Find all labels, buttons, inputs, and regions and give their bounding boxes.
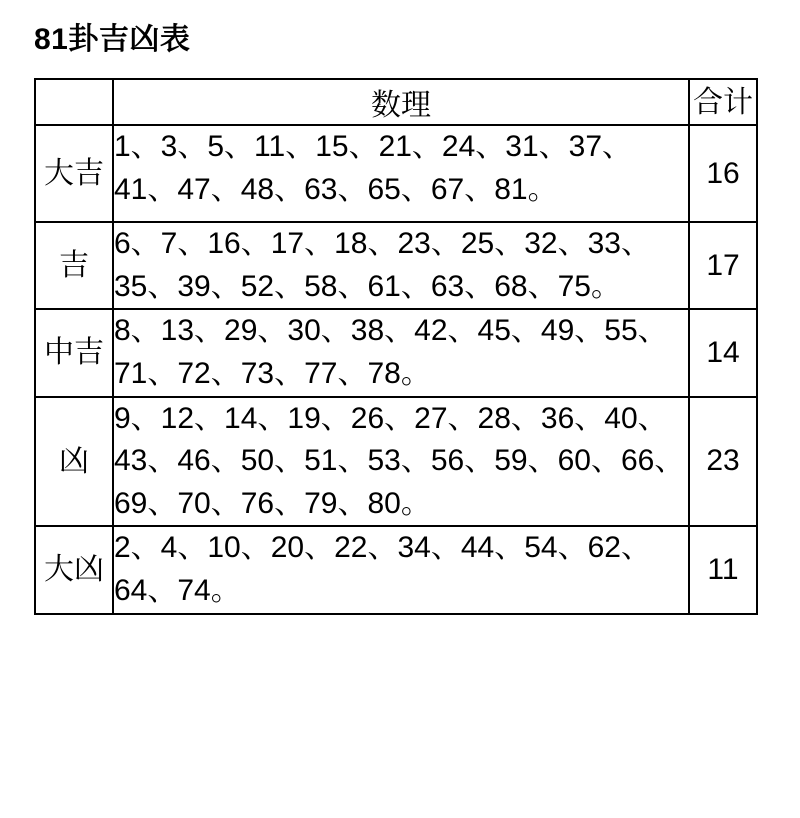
- row-numbers: 1、3、5、11、15、21、24、31、37、41、47、48、63、65、67、81。: [113, 125, 689, 222]
- row-numbers: 2、4、10、20、22、34、44、54、62、64、74。: [113, 526, 689, 613]
- row-category-label: 中吉: [35, 309, 113, 396]
- row-numbers: 6、7、16、17、18、23、25、32、33、35、39、52、58、61、63、68、75。: [113, 222, 689, 309]
- table-row: [35, 309, 757, 396]
- table-row: [35, 526, 757, 613]
- header-numbers: 数理: [113, 79, 689, 125]
- table-row: [35, 397, 757, 527]
- row-total: 11: [689, 526, 757, 613]
- header-total: 合计: [689, 79, 757, 125]
- fortune-table: [34, 78, 758, 615]
- table-row: [35, 125, 757, 222]
- row-category-label: 吉: [35, 222, 113, 309]
- row-total: 23: [689, 397, 757, 527]
- row-category-label: 大凶: [35, 526, 113, 613]
- row-total: 16: [689, 125, 757, 222]
- row-category-label: 凶: [35, 397, 113, 527]
- header-category: [35, 79, 113, 125]
- row-total: 17: [689, 222, 757, 309]
- row-numbers: 8、13、29、30、38、42、45、49、55、71、72、73、77、78。: [113, 309, 689, 396]
- row-category-label: 大吉: [35, 125, 113, 222]
- page-title: 81卦吉凶表: [34, 23, 191, 56]
- table-row: [35, 222, 757, 309]
- row-numbers: 9、12、14、19、26、27、28、36、40、43、46、50、51、53、56、59、60、66、69、70、76、79、80。: [113, 397, 689, 527]
- row-total: 14: [689, 309, 757, 396]
- table-header-row: [35, 79, 757, 125]
